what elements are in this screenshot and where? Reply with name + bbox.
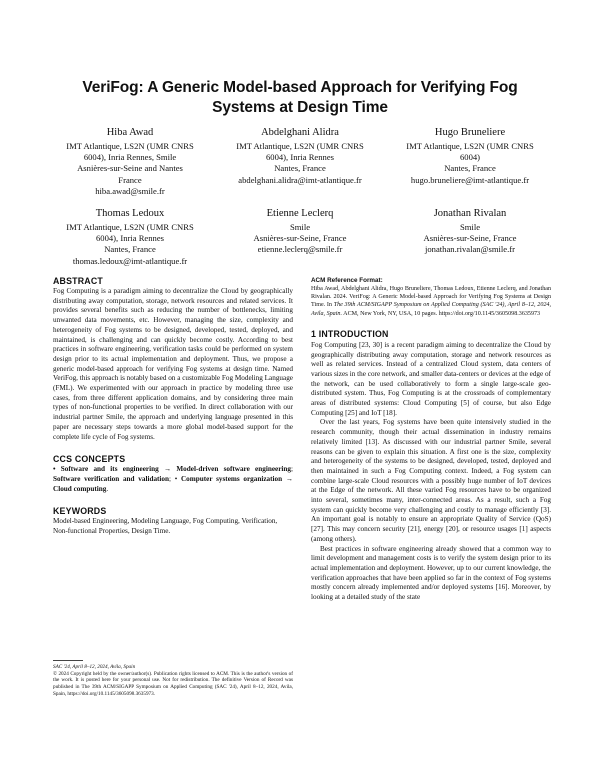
intro-paragraph: Over the last years, Fog systems have been quite intensively studied in the research community, though their actual dissemination in industry remains relatively limited [13]. As discussed with our industrial partner Smile, several reasons can be given to explain this situation. A first one is the size, complexity and heterogeneity of the systems to be designed, developed, tested, deployed and then maintained in such a Fog Computing context. Indeed, a Fog system can combine large-scale Cloud resources with a possibly huge number of IoT devices at the Edge of the network. All these varied Fog resources have to be organized into several, sometimes many, inter-connected areas. As a result, such a Fog system can quickly become very challenging and costly to manage efficiently [3]. An important goal is notably to ensure an appropriate Quality of Service (QoS) [27]. This may concern security [21], energy [20], or resource usages [1] aspects (among others). [311,418,551,543]
author-affiliation: IMT Atlantique, LS2N (UMR CNRS [66,141,194,151]
paper-title [40,78,560,118]
author-block [45,126,215,197]
ccs-heading: CCS CONCEPTS [53,454,126,465]
author-affiliation: IMT Atlantique, LS2N (UMR CNRS [406,141,534,151]
ccs-item: • Software and its engineering → Model-driven software engineering [53,465,291,474]
copyright-footnote [53,664,293,698]
author-block [385,126,555,186]
abstract-heading: ABSTRACT [53,276,103,286]
footnote-rule [53,660,83,661]
acm-reference-doi: ACM, New York, NY, USA, 10 pages. https://doi.org/10.1145/3605098.3635973 [341,310,541,317]
author-email: hugo.bruneliere@imt-atlantique.fr [410,174,530,185]
author-affiliation: Nantes, France [444,163,496,174]
author-name: Jonathan Rivalan [433,208,507,219]
author-email: abdelghani.alidra@imt-atlantique.fr [238,174,362,185]
footnote-venue: SAC '24, April 8–12, 2024, Avila, Spain [53,664,136,670]
author-affiliation: Nantes, France [104,244,156,255]
keywords-heading: KEYWORDS [53,506,107,517]
author-affiliation: 6004), Inria Rennes, Smile [83,152,177,163]
author-affiliation: Asnières-sur-Seine and Nantes [77,163,183,174]
acm-reference-text [311,285,551,318]
keywords-text: Model-based Engineering, Modeling Language, Fog Computing, Verification, Non-functional Properties, Design Time. [53,517,278,536]
author-block [385,207,555,256]
author-block [45,207,215,267]
acm-reference-authors: Hiba Awad, Abdelghani Alidra, Hugo Bruneliere, Thomas Ledoux, Etienne Leclerq, and Jonathan Rivalan. 2024. VeriFog: A Generic Model-based Approach for Verifying Fog Systems at Design Time. In [311,286,551,309]
author-email: etienne.leclerq@smile.fr [257,244,343,255]
acm-reference-heading: ACM Reference Format: [311,277,383,284]
author-affiliation: Smile [289,222,311,232]
author-affiliation: Smile [459,222,481,232]
author-name: Abdelghani Alidra [261,127,339,138]
author-name: Etienne Leclerq [266,208,334,219]
author-name: Thomas Ledoux [95,208,165,219]
author-affiliation: 6004) [459,152,481,163]
author-email: hiba.awad@smile.fr [95,185,165,196]
abstract-text: Fog Computing is a paradigm aiming to decentralize the Cloud by geographically distributing away computation, storage, network resources and related services. It provides several benefits such as reducing the number of bottlenecks, limiting unwanted data movements, etc. However, managing the size, complexity and heterogeneity of Fog systems to be designed, developed, tested, deployed, and maintained, is challenging and can quickly become costly. According to best practices in software engineering, verification tasks could be performed on system design prior to its actual implementation and deployment. Thus, we propose a generic model-based approach for verifying Fog systems at design time. Named VeriFog, this approach is notably based on a customizable Fog Modeling Language (FML). We experimented with our approach in practice by modeling three use cases, from three different application domains, and by considering three main types of non-functional properties to be verified. In direct collaboration with our industrial partner Smile, the approach and underlying language presented in this paper are necessary steps towards a more global model-based support for the complete life cycle of Fog systems. [53,287,293,441]
author-affiliation: Asnières-sur-Seine, France [253,233,347,244]
author-name: Hugo Bruneliere [434,127,506,138]
title-line-1: VeriFog: A Generic Model-based Approach for Verifying Fog [82,79,518,96]
left-column [53,275,293,537]
author-email: jonathan.rivalan@smile.fr [424,244,515,255]
ccs-item: Software verification and validation [53,474,170,483]
right-column [311,277,551,603]
author-affiliation: IMT Atlantique, LS2N (UMR CNRS [66,222,194,232]
author-block [215,126,385,186]
introduction-heading: 1 INTRODUCTION [311,328,389,339]
ccs-separator: ; [291,465,293,474]
ccs-item: Computer systems organization → Cloud computing [53,474,294,493]
author-name: Hiba Awad [106,127,154,138]
author-affiliation: Asnières-sur-Seine, France [423,233,517,244]
title-line-2: Systems at Design Time [212,99,388,116]
author-affiliation: 6004), Inria Rennes [265,152,335,163]
author-email: thomas.ledoux@imt-atlantique.fr [72,255,188,266]
intro-paragraph: Best practices in software engineering already showed that a common way to limit development and management costs is to verify the system design prior to its actual implementation and deployment. However, up to our current knowledge, the verification approaches that have been applied so far in the context of Fog systems mostly concern already implemented and/or deployed systems [16]. Moreover, by looking at a detailed study of the state [311,544,551,602]
footnote-copyright: © 2024 Copyright held by the owner/author(s). Publication rights licensed to ACM. This is the author's version of the work. It is posted here for your personal use. Not for redistribution. The definitive Version of Record was published in The 39th ACM/SIGAPP Symposium on Applied Computing (SAC '24), April 8–12, 2024, Avila, Spain, https://doi.org/10.1145/3605098.3635973. [53,670,293,697]
acm-reference-venue: The 39th ACM/SIGAPP Symposium on Applied Computing (SAC '24), April 8–12, 2024, Avila, Spain. [311,302,551,317]
author-affiliation: IMT Atlantique, LS2N (UMR CNRS [236,141,364,151]
author-affiliation: 6004), Inria Rennes [95,233,165,244]
author-block [215,207,385,256]
author-affiliation: Nantes, France [274,163,326,174]
intro-paragraph: Fog Computing [23, 30] is a recent paradigm aiming to decentralize the Cloud by geographically distributing away computation, storage and network resources as well as related services. Instead of a centralized Cloud system, data centers of various sizes in the core network, and smaller data-centers or devices at the edge of the network, can be used collaboratively to form a single large-scale geo-distributed system. Thus, Fog Computing is at the crossroads of complementary areas of distributed systems: Cloud Computing [5] of course, but also Edge Computing [25] and IoT [18]. [311,340,551,417]
ccs-separator: . [106,484,109,493]
author-affiliation: France [118,174,142,185]
ccs-concepts [53,465,293,494]
ccs-separator: ; • [169,474,181,483]
